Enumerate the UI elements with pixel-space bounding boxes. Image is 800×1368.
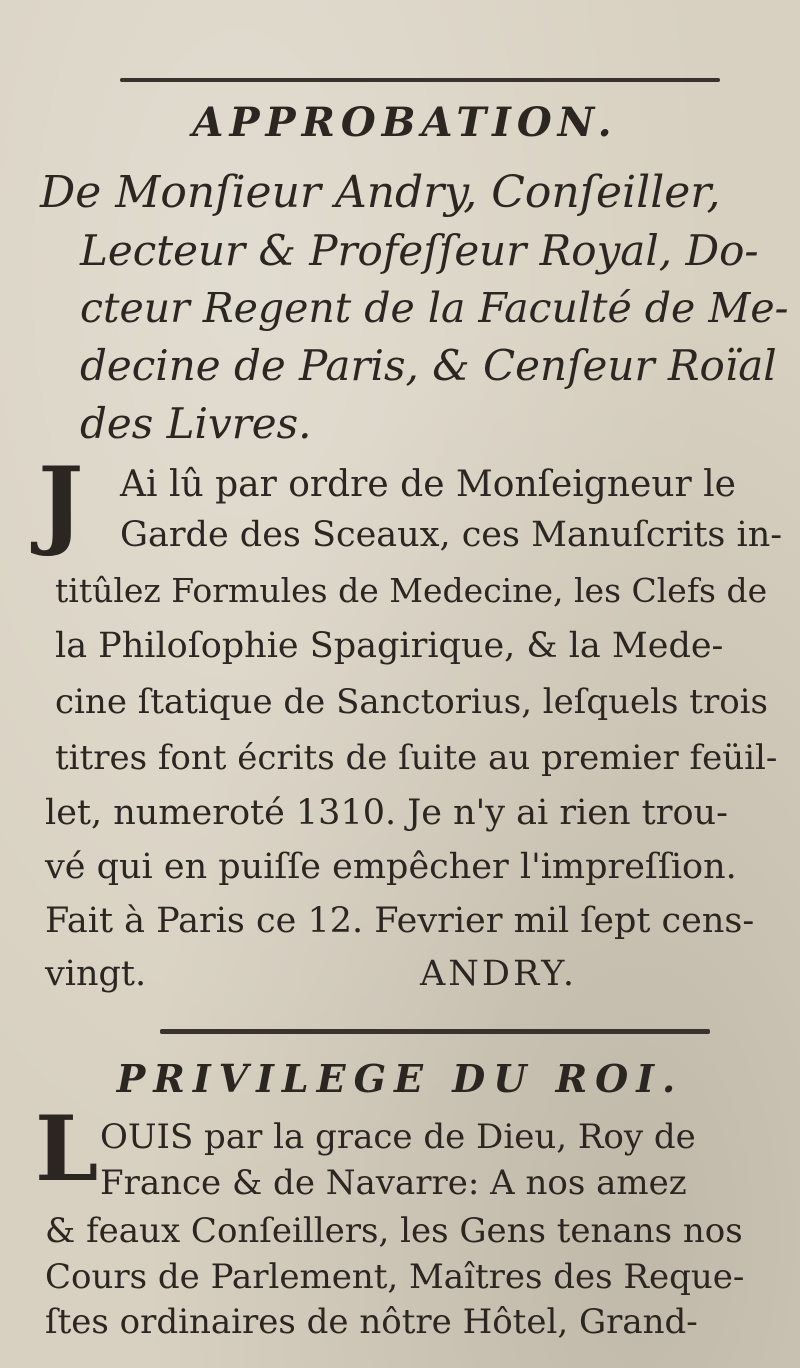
approbation-header-line-1: De Monſieur Andry, Conſeiller, — [40, 167, 721, 218]
privilege-title: PRIVILEGE DU ROI. — [116, 1056, 684, 1101]
privilege-dropcap: L — [35, 1096, 99, 1202]
approbation-body-line-1: Ai lû par ordre de Monſeigneur le — [120, 464, 736, 505]
privilege-first-line-2: France & de Navarre: A nos amez — [100, 1163, 687, 1203]
approbation-body-line-9: Fait à Paris ce 12. Fevrier mil ſept cens- — [45, 901, 755, 941]
approbation-header-line-5: des Livres. — [80, 399, 312, 448]
privilege-body-line-1: & feaux Conſeillers, les Gens tenans nos — [45, 1211, 743, 1251]
privilege-body-line-3: ſtes ordinaires de nôtre Hôtel, Grand- — [45, 1302, 698, 1342]
approbation-body-line-3: titûlez Formules de Medecine, les Clefs de — [55, 571, 768, 610]
approbation-body-line-8: vé qui en puiſſe empêcher l'impreſſion. — [45, 847, 737, 887]
approbation-title: APPROBATION. — [192, 99, 618, 146]
approbation-header-line-2: Lecteur & Profeſſeur Royal, Do- — [80, 226, 759, 275]
approbation-body-line-7: let, numeroté 1310. Je n'y ai rien trou- — [45, 793, 728, 833]
approbation-dropcap: J — [38, 446, 84, 559]
approbation-header-line-3: cteur Regent de la Faculté de Me- — [80, 284, 789, 332]
middle-rule — [160, 1029, 710, 1034]
approbation-body-line-4: la Philoſophie Spagirique, & la Mede- — [55, 626, 724, 666]
privilege-first-line-1: OUIS par la grace de Dieu, Roy de — [100, 1117, 696, 1157]
approbation-body-line-5: cine ſtatique de Sanctorius, leſquels trois — [55, 682, 769, 722]
approbation-body-line-2: Garde des Sceaux, ces Manuſcrits in- — [120, 515, 783, 555]
approbation-last-line: vingt. — [45, 954, 147, 994]
approbation-header-line-4: decine de Paris, & Cenſeur Roïal — [80, 341, 777, 390]
top-rule — [120, 78, 720, 82]
privilege-body-line-2: Cours de Parlement, Maîtres des Reque- — [45, 1257, 745, 1297]
approbation-signature: ANDRY. — [420, 954, 577, 994]
approbation-body-line-6: titres font écrits de ſuite au premier feüil- — [55, 738, 778, 778]
